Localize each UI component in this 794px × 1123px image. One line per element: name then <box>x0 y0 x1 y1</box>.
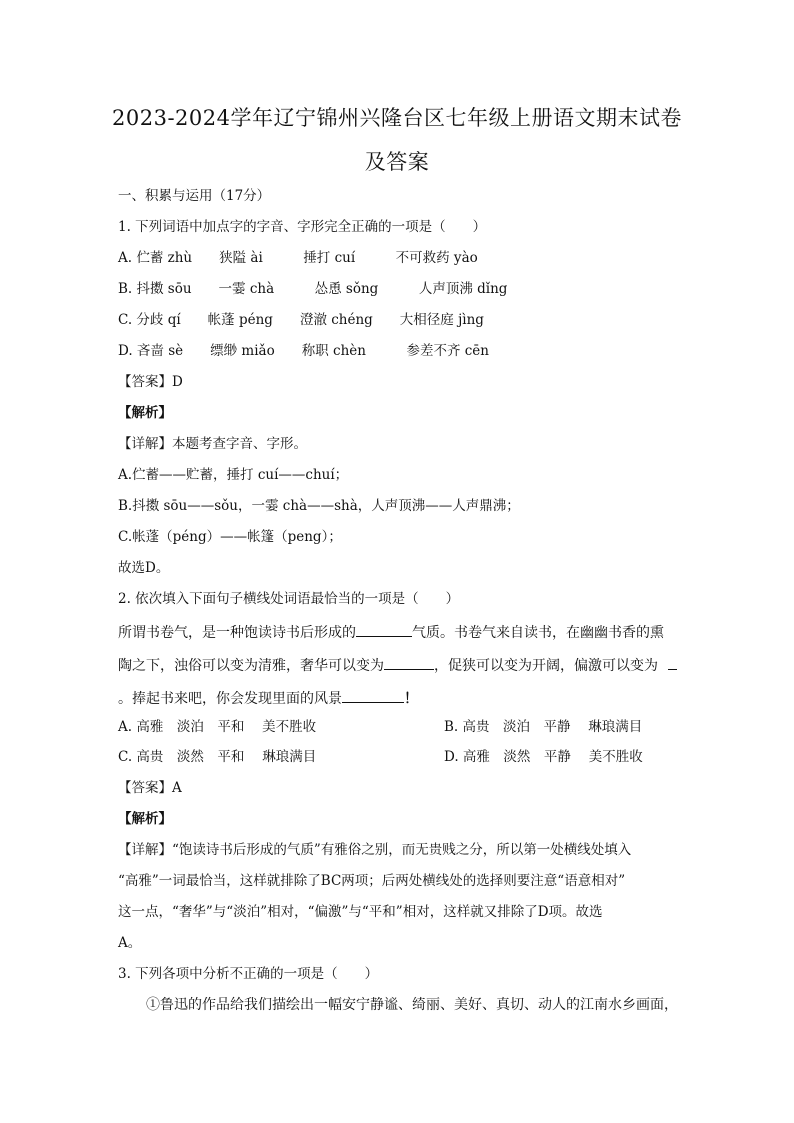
q2-passage-text: ，促狭可以变为开阔，偏激可以变为 <box>434 658 658 674</box>
q1-option-d: D. 吝啬 sè 缥缈 miǎo 称职 chèn 参差不齐 cēn <box>118 343 489 359</box>
q1-detail-a: A.伫蓄——贮蓄，捶打 cuí——chuí； <box>118 467 349 483</box>
fill-blank <box>384 655 434 670</box>
q2-detail-line4: A。 <box>118 935 142 951</box>
q2-option-d: D. 高雅 淡然 平静 美不胜收 <box>444 749 643 765</box>
q2-option-b: B. 高贵 淡泊 平静 琳琅满目 <box>444 719 643 735</box>
q2-answer: 【答案】A <box>118 780 182 796</box>
section-heading: 一、积累与运用（17分） <box>118 188 271 204</box>
q3-stem: 3. 下列各项中分析不正确的一项是（ ） <box>118 966 379 982</box>
q2-passage-line2 <box>118 655 677 676</box>
q1-answer: 【答案】D <box>118 374 183 390</box>
q2-passage-text: 。捧起书来吧，你会发现里面的风景 <box>118 691 342 707</box>
q1-option-a: A. 伫蓄 zhù 狭隘 ài 捶打 cuí 不可救药 yào <box>118 250 478 266</box>
document-title-line2: 及答案 <box>364 150 430 174</box>
q1-analysis-label: 【解析】 <box>118 405 172 421</box>
q2-passage-line1 <box>118 622 664 643</box>
q2-detail-line1: 【详解】“饱读诗书后形成的气质”有雅俗之别，而无贵贱之分，所以第一处横线处填入 <box>118 842 632 858</box>
q2-passage-line3 <box>118 688 418 709</box>
q1-detail: 【详解】本题考查字音、字形。 <box>118 436 307 452</box>
q1-detail-b: B.抖擞 sōu——sǒu，一霎 chà——shà，人声顶沸——人声鼎沸； <box>118 498 520 514</box>
fill-blank <box>342 688 404 703</box>
fill-blank <box>356 622 412 637</box>
q1-detail-c: C.帐蓬（péng）——帐篷（peng）； <box>118 529 342 545</box>
q2-stem: 2. 依次填入下面句子横线处词语最恰当的一项是（ ） <box>118 591 460 607</box>
q2-option-c: C. 高贵 淡然 平和 琳琅满目 <box>118 749 317 765</box>
q2-detail-line3: 这一点，“奢华”与“淡泊”相对，“偏激”与“平和”相对，这样就又排除了D项。故选 <box>118 904 603 920</box>
q1-option-b: B. 抖擞 sōu 一霎 chà 怂恿 sǒng 人声顶沸 dǐng <box>118 281 508 297</box>
q2-option-a: A. 高雅 淡泊 平和 美不胜收 <box>118 719 317 735</box>
q2-passage-text: 气质。书卷气来自读书，在幽幽书香的熏 <box>412 625 664 641</box>
document-title-line1: 2023-2024学年辽宁锦州兴隆台区七年级上册语文期末试卷 <box>112 106 682 130</box>
q2-passage-text: 所谓书卷气，是一种饱读诗书后形成的 <box>118 625 356 641</box>
q2-passage-text: ！ <box>404 691 418 707</box>
q3-statement-1: ①鲁迅的作品给我们描绘出一幅安宁静谧、绮丽、美好、真切、动人的江南水乡画面， <box>146 997 678 1013</box>
q2-detail-line2: “高雅”一词最恰当，这样就排除了BC两项；后两处横线处的选择则要注意“语意相对” <box>118 873 626 889</box>
fill-blank <box>668 655 677 670</box>
q1-conclusion: 故选D。 <box>118 560 170 576</box>
q1-stem: 1. 下列词语中加点字的字音、字形完全正确的一项是（ ） <box>118 219 487 235</box>
q1-option-c: C. 分歧 qí 帐蓬 péng 澄澈 chéng 大相径庭 jìng <box>118 312 484 328</box>
q2-passage-text: 陶之下，浊俗可以变为清雅，奢华可以变为 <box>118 658 384 674</box>
q2-analysis-label: 【解析】 <box>118 811 172 827</box>
